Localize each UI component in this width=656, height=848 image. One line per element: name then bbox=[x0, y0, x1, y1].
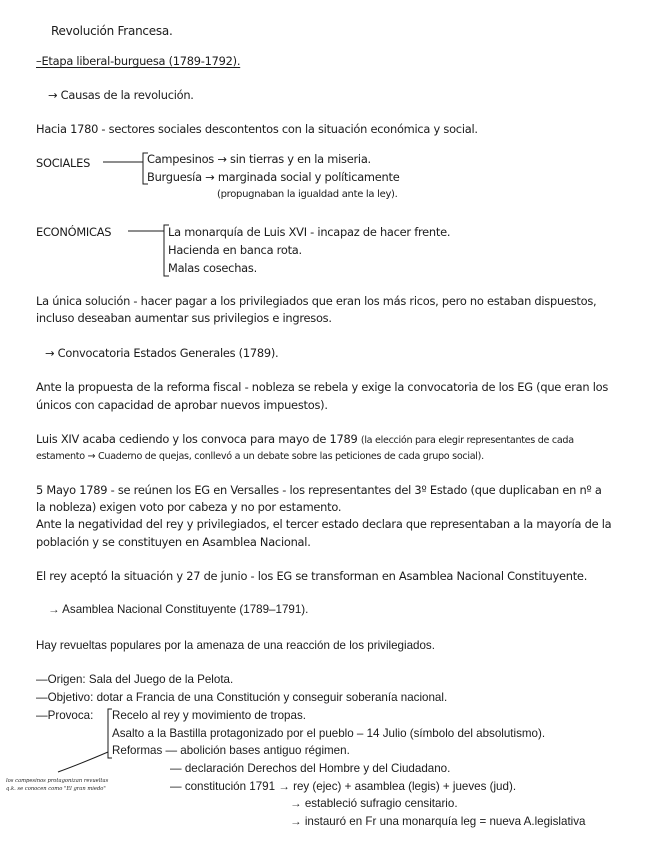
objetivo-line: —Objetivo: dotar a Francia de una Constitución y conseguir soberanía nacional. bbox=[36, 691, 448, 704]
section2-heading: → Convocatoria Estados Generales (1789). bbox=[45, 346, 279, 360]
sociales-item: Campesinos → sin tierras y en la miseria. bbox=[147, 152, 371, 166]
handwritten-note-line: q.k. se conocen como "El gran miedo" bbox=[6, 786, 106, 792]
section1-heading: –Etapa liberal-burguesa (1789-1792). bbox=[36, 54, 241, 68]
note-arrow bbox=[58, 752, 108, 772]
causes-heading: → Causas de la revolución. bbox=[48, 88, 194, 102]
solution-line: incluso deseaban aumentar sus privilegios e ingresos. bbox=[36, 311, 332, 325]
constitucion-sub: → instauró en Fr una monarquía leg = nueva A.legislativa bbox=[290, 815, 586, 828]
constitucion-sub: → estableció sufragio censitario. bbox=[290, 797, 458, 810]
section2-p1-line: únicos con capacidad de aprobar nuevos impuestos). bbox=[36, 398, 328, 412]
sociales-item: Burguesía → marginada social y políticamente bbox=[147, 170, 400, 184]
economicas-item: La monarquía de Luis XVI - incapaz de hacer frente. bbox=[168, 225, 451, 239]
section3-intro: Hay revueltas populares por la amenaza de una reacción de los privilegiados. bbox=[36, 639, 435, 652]
section2-p3-line: la nobleza) exigen voto por cabeza y no por estamento. bbox=[36, 500, 342, 514]
origen-line: —Origen: Sala del Juego de la Pelota. bbox=[36, 673, 234, 686]
section2-p1-line: Ante la propuesta de la reforma fiscal - nobleza se rebela y exige la convocatoria de los EG (que eran los bbox=[36, 380, 609, 394]
sociales-note: (propugnaban la igualdad ante la ley). bbox=[217, 189, 398, 200]
section3-heading: → Asamblea Nacional Constituyente (1789–1791). bbox=[48, 603, 309, 616]
sociales-label: SOCIALES bbox=[36, 156, 91, 170]
section2-p4: El rey aceptó la situación y 27 de junio - los EG se transforman en Asamblea Nacional Constituyente. bbox=[36, 569, 588, 583]
provoca-item: Reformas — abolición bases antiguo régimen. bbox=[112, 744, 350, 757]
page-title: Revolución Francesa. bbox=[51, 24, 173, 38]
causes-intro: Hacia 1780 - sectores sociales descontentos con la situación económica y social. bbox=[36, 122, 478, 136]
reformas-sub: — declaración Derechos del Hombre y del Ciudadano. bbox=[170, 762, 451, 775]
provoca-item: Asalto a la Bastilla protagonizado por el pueblo – 14 Julio (símbolo del absolutismo). bbox=[112, 727, 546, 740]
solution-line: La única solución - hacer pagar a los privilegiados que eran los más ricos, pero no estaban dispuestos, bbox=[36, 294, 597, 308]
provoca-label: —Provoca: bbox=[36, 709, 94, 722]
economicas-label: ECONÓMICAS bbox=[36, 225, 112, 239]
section2-p3-line: población y se constituyen en Asamblea Nacional. bbox=[36, 535, 311, 549]
section2-p2-line2: estamento → Cuaderno de quejas, conllevó a un debate sobre las peticiones de cada grupo social). bbox=[36, 451, 484, 462]
section2-p3-line: Ante la negatividad del rey y privilegiados, el tercer estado declara que representaban a la mayoría de la bbox=[36, 517, 612, 531]
provoca-item: Recelo al rey y movimiento de tropas. bbox=[112, 709, 306, 722]
section2-p2-line bbox=[36, 432, 574, 448]
reformas-sub: — constitución 1791 → rey (ejec) + asamblea (legis) + jueves (jud). bbox=[170, 780, 517, 793]
section2-p2-main: Luis XIV acaba cediendo y los convoca para mayo de 1789 bbox=[36, 432, 361, 446]
handwritten-note-line: los campesinos protagonizan revueltas bbox=[6, 778, 109, 784]
section2-p2-small: (la elección para elegir representantes de cada bbox=[360, 435, 574, 446]
economicas-item: Malas cosechas. bbox=[168, 261, 257, 275]
section2-p3-line: 5 Mayo 1789 - se reúnen los EG en Versalles - los representantes del 3º Estado (que duplicaban en nº a bbox=[36, 483, 602, 497]
economicas-item: Hacienda en banca rota. bbox=[168, 243, 302, 257]
